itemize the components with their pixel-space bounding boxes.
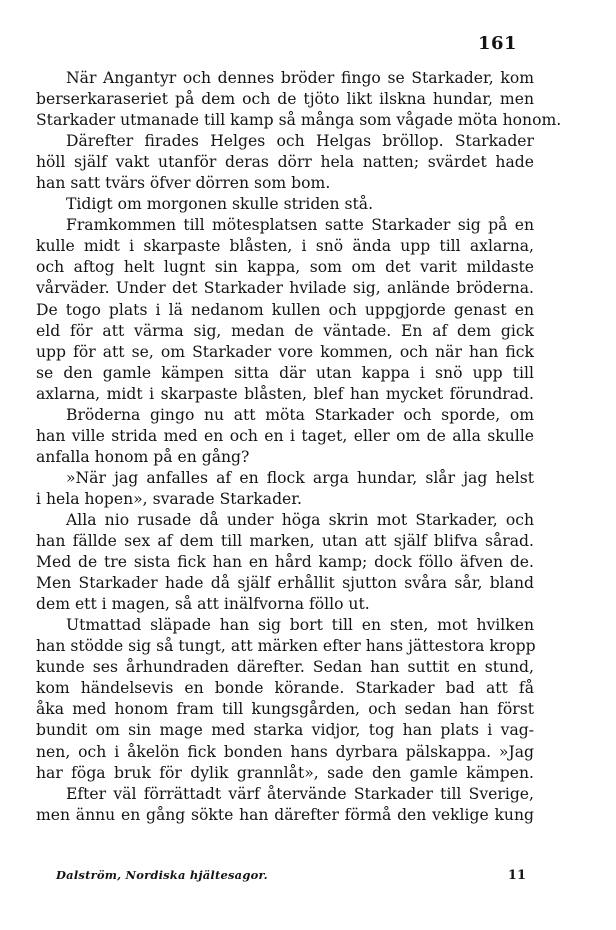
text-line: Tidigt om morgonen skulle striden stå.	[66, 195, 374, 214]
text-line: eld för att värma sig, medan de väntade. En af dem gick	[36, 321, 534, 340]
text-line: Framkommen till mötesplatsen satte Starkader sig på en	[66, 216, 534, 235]
text-line: axlarna, midt i skarpaste blåsten, blef han mycket förundrad.	[36, 384, 534, 403]
page-number: 161	[478, 33, 518, 54]
text-line: kulle midt i skarpaste blåsten, i snö ända upp till axlarna,	[36, 237, 534, 256]
text-line: Bröderna gingo nu att möta Starkader och sporde, om	[66, 405, 534, 424]
text-line: bundit om sin mage med starka vidjor, tog han plats i vag-	[36, 721, 534, 740]
text-line: Med de tre sista fick han en hård kamp; dock föllo äfven de.	[36, 553, 534, 572]
text-line: dem ett i magen, så att inälfvorna föllo ut.	[36, 595, 370, 614]
text-line: åka med honom fram till kungsgården, och sedan han först	[36, 700, 534, 719]
text-line: Starkader utmanade till kamp så många som vågade möta honom.	[36, 111, 562, 130]
footer-source: Dalström, Nordiska hjältesagor.	[56, 868, 268, 882]
text-line: De togo plats i lä nedanom kullen och uppgjorde genast en	[36, 300, 534, 319]
text-line: har föga bruk för dylik grannlåt», sade den gamle kämpen.	[36, 763, 534, 782]
text-line: Därefter firades Helges och Helgas bröllop. Starkader	[66, 132, 534, 151]
text-line: vårväder. Under det Starkader hvilade sig, anlände bröderna.	[36, 279, 534, 298]
text-line: se den gamle kämpen sitta där utan kappa i snö upp till	[36, 363, 534, 382]
text-line: han satt tvärs öfver dörren som bom.	[36, 174, 331, 193]
text-line: upp för att se, om Starkader vore kommen, och när han fick	[36, 342, 534, 361]
text-line: och aftog helt lugnt sin kappa, som om det varit mildaste	[36, 258, 534, 277]
text-line: anfalla honom på en gång?	[36, 447, 250, 466]
text-line: Alla nio rusade då under höga skrin mot Starkader, och	[66, 510, 534, 529]
text-line: Men Starkader hade då själf erhållit sjutton svåra sår, bland	[36, 574, 534, 593]
text-line: han fällde sex af dem till marken, utan att själf blifva sårad.	[36, 532, 534, 551]
text-line: han ville strida med en och en i taget, eller om de alla skulle	[36, 426, 534, 445]
text-line: i hela hopen», svarade Starkader.	[36, 489, 302, 508]
text-line: Efter väl förrättadt värf återvände Starkader till Sverige,	[66, 784, 534, 803]
text-line: kom händelsevis en bonde körande. Starkader bad att få	[36, 679, 534, 698]
text-line: nen, och i åkelön fick bonden hans dyrbara pälskappa. »Jag	[36, 742, 534, 761]
text-line: Utmattad släpade han sig bort till en sten, mot hvilken	[66, 616, 534, 635]
footer-signature: 11	[507, 868, 526, 883]
text-line: höll själf vakt utanför deras dörr hela natten; svärdet hade	[36, 153, 534, 172]
text-line: kunde ses århundraden därefter. Sedan han suttit en stund,	[36, 658, 534, 677]
text-line: berserkaraseriet på dem och de tjöto likt ilskna hundar, men	[36, 90, 534, 109]
body-text	[36, 68, 562, 826]
text-line: han stödde sig så tungt, att märken efter hans jättestora kropp	[36, 637, 536, 656]
text-line: men ännu en gång sökte han därefter förmå den veklige kung	[36, 805, 534, 824]
page-footer	[56, 868, 526, 888]
text-line: »När jag anfalles af en flock arga hundar, slår jag helst	[66, 468, 534, 487]
text-line: När Angantyr och dennes bröder fingo se Starkader, kom	[66, 69, 534, 87]
